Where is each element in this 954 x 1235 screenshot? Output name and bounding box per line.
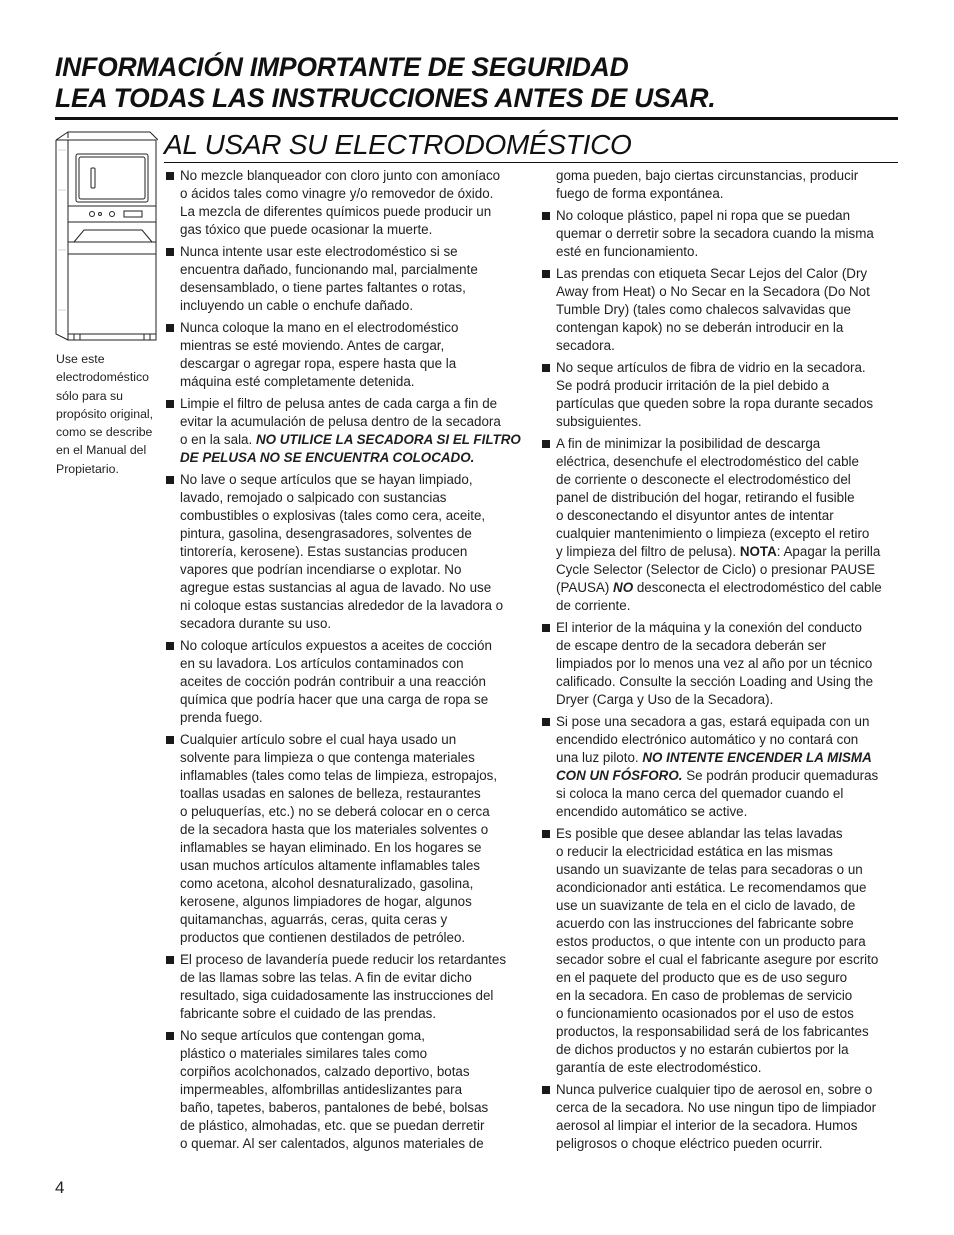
right-column: [540, 167, 900, 1157]
text-line: de plástico, almohadas, etc. que se puedan derretir: [180, 1118, 485, 1133]
text-line: de las llamas sobre las telas. A fin de evitar dicho: [180, 970, 472, 985]
warning-item: [164, 637, 526, 727]
text-line: o quemar. Al ser calentados, algunos materiales de: [180, 1136, 484, 1151]
text-line: Limpie el filtro de pelusa antes de cada carga a fin de: [180, 396, 498, 411]
text-run: desconecta el electrodoméstico del cable: [633, 580, 882, 595]
text-line: encuentra dañado, funcionando mal, parcialmente: [180, 262, 478, 277]
text-line: limpiados por lo menos una vez al año por un técnico: [556, 656, 873, 671]
bullet-square-icon: [166, 736, 174, 744]
note-label: NOTA: [739, 544, 777, 559]
text-line: solvente para limpieza o que contenga materiales: [180, 750, 475, 765]
text-line: Cycle Selector (Selector de Ciclo) o presionar PAUSE: [556, 562, 876, 577]
text-line: No mezcle blanqueador con cloro junto con amoníaco: [180, 168, 501, 183]
caption-line: como se describe: [56, 425, 153, 440]
text-line: inflamables se hayan eliminado. En los hogares se: [180, 840, 482, 855]
warning-item: [164, 731, 526, 947]
text-line: No seque artículos de fibra de vidrio en la secadora.: [556, 360, 866, 375]
caption-line: sólo para su: [56, 388, 123, 403]
text-line: desensamblado, o tiene partes faltantes o rotas,: [180, 280, 466, 295]
bullet-square-icon: [542, 830, 550, 838]
text-line: inflamables (tales como telas de limpieza, estropajos,: [180, 768, 498, 783]
warning-item: [540, 207, 900, 261]
text-run: o en la sala.: [180, 432, 256, 447]
bullet-square-icon: [542, 718, 550, 726]
text-run: (PAUSA): [556, 580, 614, 595]
heading-rule: [55, 117, 898, 120]
text-line: máquina esté completamente detenida.: [180, 374, 415, 389]
warning-emphasis: NO UTILICE LA SECADORA SI EL FILTRO: [255, 432, 521, 447]
warning-item: [164, 1027, 526, 1153]
text-line: secadora durante su uso.: [180, 616, 332, 631]
text-line: fabricante sobre el cuidado de las prendas.: [180, 1006, 437, 1021]
text-line: de dichos productos y no estarán cubiertos por la: [556, 1042, 849, 1057]
caption-line: en el Manual del: [56, 443, 147, 458]
text-line: impermeables, alfombrillas antideslizantes para: [180, 1082, 463, 1097]
text-line: incluyendo un cable o enchufe dañado.: [180, 298, 414, 313]
warning-item: [540, 435, 900, 615]
text-line: No coloque artículos expuestos a aceites de cocción: [180, 638, 492, 653]
text-line: vapores que podrían incendiarse o explotar. No: [180, 562, 462, 577]
caption-line: electrodoméstico: [56, 370, 149, 385]
text-line: kerosene, algunos limpiadores de hogar, algunos: [180, 894, 472, 909]
warning-item: [540, 359, 900, 431]
warning-item: [164, 167, 526, 239]
text-line: encendido electrónico automático y no contará con: [556, 732, 859, 747]
text-line: resultado, siga cuidadosamente las instrucciones del: [180, 988, 494, 1003]
text-line: en su lavadora. Los artículos contaminados con: [180, 656, 464, 671]
text-line: cerca de la secadora. No use ningun tipo de limpiador: [556, 1100, 877, 1115]
bullet-square-icon: [542, 624, 550, 632]
text-line: de escape dentro de la secadora deberán ser: [556, 638, 827, 653]
section-title: AL USAR SU ELECTRODOMÉSTICO: [164, 129, 632, 160]
text-line: secadora.: [556, 338, 615, 353]
text-line: aerosol al limpiar el interior de la secadora. Humos: [556, 1118, 858, 1133]
text-line: o funcionamiento ocasionados por el uso de estos: [556, 1006, 854, 1021]
text-line: usan muchos artículos altamente inflamables tales: [180, 858, 480, 873]
bullet-square-icon: [542, 1086, 550, 1094]
text-line: combustibles o explosivas (tales como cera, aceite,: [180, 508, 486, 523]
warning-item: [164, 471, 526, 633]
text-line: productos que contienen destilados de petróleo.: [180, 930, 466, 945]
page-number: 4: [55, 1178, 65, 1197]
bullet-square-icon: [166, 172, 174, 180]
warning-emphasis: CON UN FÓSFORO.: [556, 768, 683, 783]
text-line: subsiguientes.: [556, 414, 642, 429]
text-line: [556, 749, 900, 767]
text-line: corpiños acolchonados, calzado deportivo, botas: [180, 1064, 470, 1079]
text-line: baño, tapetes, baberos, pantalones de bebé, bolsas: [180, 1100, 489, 1115]
bullet-square-icon: [542, 364, 550, 372]
text-line: ni coloque estas sustancias alrededor de la lavadora o: [180, 598, 504, 613]
text-line: usando un suavizante de telas para secadoras o un: [556, 862, 863, 877]
text-line: Dryer (Carga y Uso de la Secadora).: [556, 692, 774, 707]
text-line: química que podría hacer que una carga de ropa se: [180, 692, 489, 707]
text-line: plástico o materiales similares tales como: [180, 1046, 428, 1061]
text-line: Away from Heat) o No Secar en la Secadora (Do Not: [556, 284, 870, 299]
bullet-square-icon: [542, 270, 550, 278]
text-line: mientras se esté moviendo. Antes de cargar,: [180, 338, 445, 353]
text-line: calificado. Consulte la sección Loading and Using the: [556, 674, 874, 689]
text-line: El interior de la máquina y la conexión del conducto: [556, 620, 862, 635]
text-line: aceites de cocción podrán contribuir a una reacción: [180, 674, 486, 689]
text-line: de la secadora hasta que los materiales solventes o: [180, 822, 489, 837]
bullet-square-icon: [166, 248, 174, 256]
warning-item: [164, 395, 526, 467]
text-line: estos productos, o que intente con un producto para: [556, 934, 866, 949]
text-line: El proceso de lavandería puede reducir los retardantes: [180, 952, 507, 967]
caption-line: Propietario.: [56, 461, 119, 476]
text-line: Cualquier artículo sobre el cual haya usado un: [180, 732, 457, 747]
text-line: esté en funcionamiento.: [556, 244, 699, 259]
text-line: Si pose una secadora a gas, estará equipada con un: [556, 714, 870, 729]
text-line: Nunca pulverice cualquier tipo de aerosol en, sobre o: [556, 1082, 873, 1097]
text-run: y limpieza del filtro de pelusa).: [556, 544, 740, 559]
warning-item: [540, 1081, 900, 1153]
text-line: peligrosos o choque eléctrico pueden ocurrir.: [556, 1136, 823, 1151]
text-line: prenda fuego.: [180, 710, 263, 725]
text-line: lavado, remojado o salpicado con sustancias: [180, 490, 447, 505]
bullet-square-icon: [166, 400, 174, 408]
text-line: No lave o seque artículos que se hayan limpiado,: [180, 472, 473, 487]
warning-emphasis: NO INTENTE ENCENDER LA MISMA: [642, 750, 872, 765]
washer-dryer-illustration: [54, 130, 158, 344]
warning-emphasis: NO: [613, 580, 634, 595]
text-line: o reducir la electricidad estática en las mismas: [556, 844, 833, 859]
text-line: tintorería, kerosene). Estas sustancias producen: [180, 544, 468, 559]
section-rule: [164, 162, 898, 163]
text-line: Nunca intente usar este electrodoméstico si se: [180, 244, 458, 259]
text-line: o peluquerías, etc.) no se deberá colocar en o cerca: [180, 804, 490, 819]
text-line: Tumble Dry) (tales como chalecos salvavidas que: [556, 302, 851, 317]
text-line: La mezcla de diferentes químicos puede producir un: [180, 204, 492, 219]
text-line: secador sobre el cual el fabricante asegure por escrito: [556, 952, 879, 967]
text-line: [556, 543, 900, 561]
bullet-square-icon: [166, 476, 174, 484]
warning-item: [164, 319, 526, 391]
text-line: use un suavizante de tela en el ciclo de lavado, de: [556, 898, 856, 913]
text-line: A fin de minimizar la posibilidad de descarga: [556, 436, 821, 451]
text-line: quitamanchas, aguarrás, ceras, quita ceras y: [180, 912, 448, 927]
bullet-square-icon: [166, 1032, 174, 1040]
text-line: [556, 767, 900, 785]
text-run: : Apagar la perilla: [776, 544, 881, 559]
heading-line-1: INFORMACIÓN IMPORTANTE DE SEGURIDAD: [55, 52, 629, 82]
text-line: de corriente o desconecte el electrodoméstico del: [556, 472, 851, 487]
warning-item: [164, 243, 526, 315]
warning-item: [540, 265, 900, 355]
text-line: evitar la acumulación de pelusa dentro de la secadora: [180, 414, 501, 429]
text-line: como acetona, alcohol desnaturalizado, gasolina,: [180, 876, 474, 891]
text-line: Las prendas con etiqueta Secar Lejos del Calor (Dry: [556, 266, 868, 281]
text-line: panel de distribución del hogar, retirando el fusible: [556, 490, 855, 505]
bullet-square-icon: [166, 956, 174, 964]
text-line: de corriente.: [556, 598, 631, 613]
text-line: quemar o derretir sobre la secadora cuando la misma: [556, 226, 874, 241]
text-line: eléctrica, desenchufe el electrodoméstico del cable: [556, 454, 859, 469]
text-line: Es posible que desee ablandar las telas lavadas: [556, 826, 843, 841]
caption-line: Use este: [56, 352, 105, 366]
bullet-square-icon: [166, 642, 174, 650]
text-line: contengan kapok) no se deberán introducir en la: [556, 320, 844, 335]
warning-item: [164, 951, 526, 1023]
text-line: si coloca la mano cerca del quemador cuando el: [556, 786, 844, 801]
text-line: agregue estas sustancias al agua de lavado. No use: [180, 580, 492, 595]
heading-line-2: LEA TODAS LAS INSTRUCCIONES ANTES DE USAR.: [55, 83, 716, 113]
bullet-square-icon: [542, 212, 550, 220]
warning-item: [540, 713, 900, 821]
sidebar-caption: [56, 350, 160, 478]
text-line: garantía de este electrodoméstico.: [556, 1060, 762, 1075]
text-line: gas tóxico que puede ocasionar la muerte.: [180, 222, 433, 237]
text-line: partículas que queden sobre la ropa durante secados: [556, 396, 874, 411]
text-line: No seque artículos que contengan goma,: [180, 1028, 425, 1043]
text-run: una luz piloto.: [556, 750, 643, 765]
text-line: [180, 431, 526, 449]
text-line: o ácidos tales como vinagre y/o removedor de óxido.: [180, 186, 494, 201]
continued-text: [540, 167, 900, 203]
text-run: Se podrán producir quemaduras: [682, 768, 879, 783]
text-line: o desconectando el disyuntor antes de intentar: [556, 508, 834, 523]
text-line: No coloque plástico, papel ni ropa que se puedan: [556, 208, 851, 223]
warning-emphasis: DE PELUSA NO SE ENCUENTRA COLOCADO.: [180, 450, 475, 465]
bullet-square-icon: [542, 440, 550, 448]
caption-line: propósito original,: [56, 406, 154, 421]
text-line: Se podrá producir irritación de la piel debido a: [556, 378, 830, 393]
text-line: cualquier mantenimiento o limpieza (excepto el retiro: [556, 526, 870, 541]
text-line: toallas usadas en salones de belleza, restaurantes: [180, 786, 481, 801]
text-line: goma pueden, bajo ciertas circunstancias, producir: [556, 168, 859, 183]
left-column: [164, 167, 526, 1157]
page-heading: [55, 52, 716, 114]
text-line: acondicionador anti estática. Le recomendamos que: [556, 880, 867, 895]
warning-item: [540, 619, 900, 709]
text-line: Nunca coloque la mano en el electrodoméstico: [180, 320, 459, 335]
text-line: [556, 579, 900, 597]
warning-item: [540, 825, 900, 1077]
bullet-square-icon: [166, 324, 174, 332]
text-line: encendido automático se active.: [556, 804, 748, 819]
text-line: en la secadora. En caso de problemas de servicio: [556, 988, 853, 1003]
text-line: en el paquete del producto que es de uso seguro: [556, 970, 848, 985]
text-line: pintura, gasolina, desengrasadores, solventes de: [180, 526, 472, 541]
text-line: productos, la responsabilidad será de los fabricantes: [556, 1024, 869, 1039]
text-line: descargar o agregar ropa, espere hasta que la: [180, 356, 457, 371]
text-line: fuego de forma expontánea.: [556, 186, 724, 201]
text-line: acuerdo con las instrucciones del fabricante sobre: [556, 916, 854, 931]
